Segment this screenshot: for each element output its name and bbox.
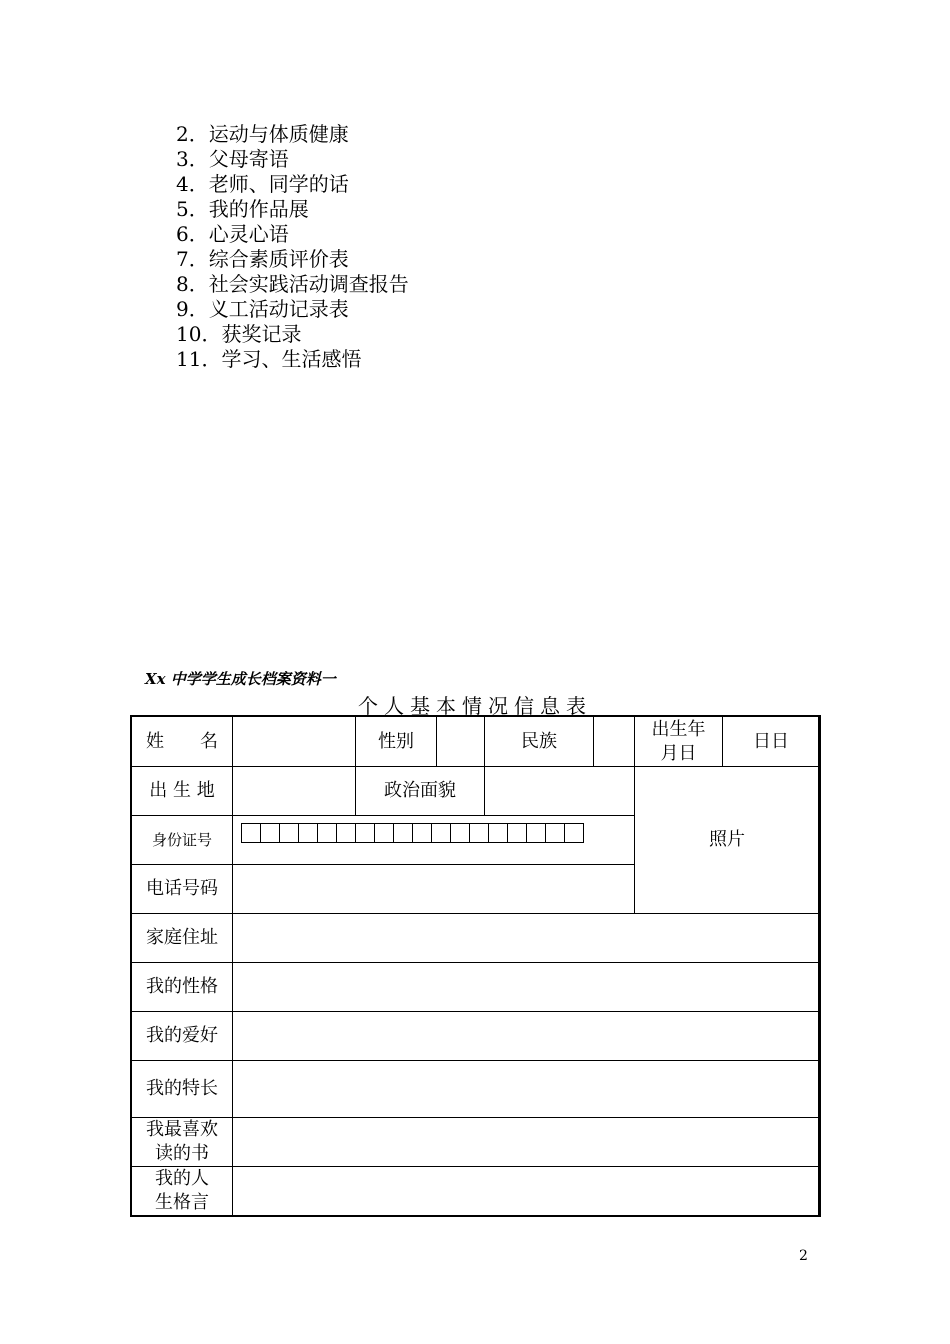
table-row — [132, 1012, 820, 1061]
favorite-book-label — [132, 1118, 233, 1167]
specialty-field[interactable] — [233, 1061, 820, 1118]
toc-item-number: 10． — [176, 322, 222, 346]
birthplace-field[interactable] — [233, 767, 356, 816]
personality-label: 我的性格 — [132, 963, 233, 1012]
birth-date-field[interactable]: 日日 — [723, 717, 820, 767]
motto-label-line1: 我的人 — [155, 1168, 209, 1189]
id-digit-box[interactable] — [450, 823, 470, 843]
political-status-label: 政治面貌 — [356, 767, 485, 816]
id-digit-box[interactable] — [355, 823, 375, 843]
toc-item — [176, 272, 409, 297]
toc-item-text: 综合素质评价表 — [208, 247, 349, 271]
gender-field[interactable] — [437, 717, 485, 767]
toc-item — [176, 322, 409, 347]
personal-info-form — [130, 715, 821, 1217]
political-status-field[interactable] — [485, 767, 635, 816]
id-digit-box[interactable] — [545, 823, 565, 843]
toc-item — [176, 222, 409, 247]
hobby-label: 我的爱好 — [132, 1012, 233, 1061]
address-field[interactable] — [233, 914, 820, 963]
table-of-contents — [176, 122, 409, 372]
toc-item-text: 获奖记录 — [221, 322, 302, 346]
phone-field[interactable] — [233, 865, 635, 914]
id-digit-box[interactable] — [374, 823, 394, 843]
gender-label: 性别 — [356, 717, 437, 767]
toc-item-number: 5． — [176, 197, 209, 221]
name-label: 姓 名 — [132, 717, 233, 767]
table-row — [132, 963, 820, 1012]
toc-item-number: 11． — [176, 347, 222, 371]
id-number-field[interactable] — [233, 816, 635, 865]
toc-item — [176, 122, 409, 147]
id-digit-box[interactable] — [488, 823, 508, 843]
id-digit-box[interactable] — [260, 823, 280, 843]
id-digit-box[interactable] — [564, 823, 584, 843]
toc-item — [176, 297, 409, 322]
motto-label — [132, 1167, 233, 1216]
id-digit-box[interactable] — [279, 823, 299, 843]
address-label: 家庭住址 — [132, 914, 233, 963]
id-digit-box[interactable] — [317, 823, 337, 843]
toc-item-number: 7． — [176, 247, 209, 271]
id-digit-box[interactable] — [336, 823, 356, 843]
id-digit-box[interactable] — [412, 823, 432, 843]
phone-label: 电话号码 — [132, 865, 233, 914]
id-digit-box[interactable] — [469, 823, 489, 843]
toc-item-number: 2． — [176, 122, 209, 146]
table-row — [132, 767, 820, 816]
toc-item-number: 8． — [176, 272, 209, 296]
motto-label-line2: 生格言 — [155, 1192, 209, 1213]
birth-date-label-line1: 出生年 — [651, 718, 706, 740]
document-caption: Xx 中学学生成长档案资料一 — [145, 670, 336, 688]
toc-item-text: 学习、生活感悟 — [221, 347, 362, 371]
id-number-label: 身份证号 — [132, 816, 233, 865]
toc-item-number: 4． — [176, 172, 209, 196]
form-table — [131, 716, 820, 1216]
id-digit-box[interactable] — [526, 823, 546, 843]
toc-item — [176, 197, 409, 222]
motto-field[interactable] — [233, 1167, 820, 1216]
photo-box: 照片 — [635, 767, 820, 914]
table-row — [132, 1167, 820, 1216]
table-row — [132, 717, 820, 767]
ethnicity-field[interactable] — [594, 717, 635, 767]
birthplace-label: 出 生 地 — [132, 767, 233, 816]
id-digit-box[interactable] — [393, 823, 413, 843]
toc-item — [176, 147, 409, 172]
ethnicity-label: 民族 — [485, 717, 594, 767]
table-row — [132, 1061, 820, 1118]
table-row — [132, 1118, 820, 1167]
table-row — [132, 914, 820, 963]
hobby-field[interactable] — [233, 1012, 820, 1061]
toc-item-text: 社会实践活动调查报告 — [208, 272, 409, 296]
toc-item-number: 3． — [176, 147, 209, 171]
birth-date-label-line2: 月日 — [660, 742, 697, 764]
id-digit-box[interactable] — [241, 823, 261, 843]
toc-item-text: 老师、同学的话 — [208, 172, 349, 196]
toc-item — [176, 347, 409, 372]
toc-item-text: 义工活动记录表 — [208, 297, 349, 321]
toc-item-number: 6． — [176, 222, 209, 246]
page-number: 2 — [799, 1248, 808, 1264]
personality-field[interactable] — [233, 963, 820, 1012]
favorite-book-label-line2: 读的书 — [155, 1143, 209, 1164]
id-digit-box[interactable] — [431, 823, 451, 843]
toc-item-text: 运动与体质健康 — [208, 122, 349, 146]
name-field[interactable] — [233, 717, 356, 767]
toc-item-text: 心灵心语 — [208, 222, 289, 246]
id-digit-box[interactable] — [507, 823, 527, 843]
favorite-book-label-line1: 我最喜欢 — [146, 1119, 218, 1140]
id-number-boxes — [241, 823, 634, 843]
specialty-label: 我的特长 — [132, 1061, 233, 1118]
birth-date-label — [635, 717, 723, 767]
favorite-book-field[interactable] — [233, 1118, 820, 1167]
form-title: 个人基本情况信息表 — [358, 694, 592, 718]
toc-item-text: 我的作品展 — [208, 197, 309, 221]
id-digit-box[interactable] — [298, 823, 318, 843]
toc-item-number: 9． — [176, 297, 209, 321]
toc-item-text: 父母寄语 — [208, 147, 289, 171]
toc-item — [176, 247, 409, 272]
toc-item — [176, 172, 409, 197]
